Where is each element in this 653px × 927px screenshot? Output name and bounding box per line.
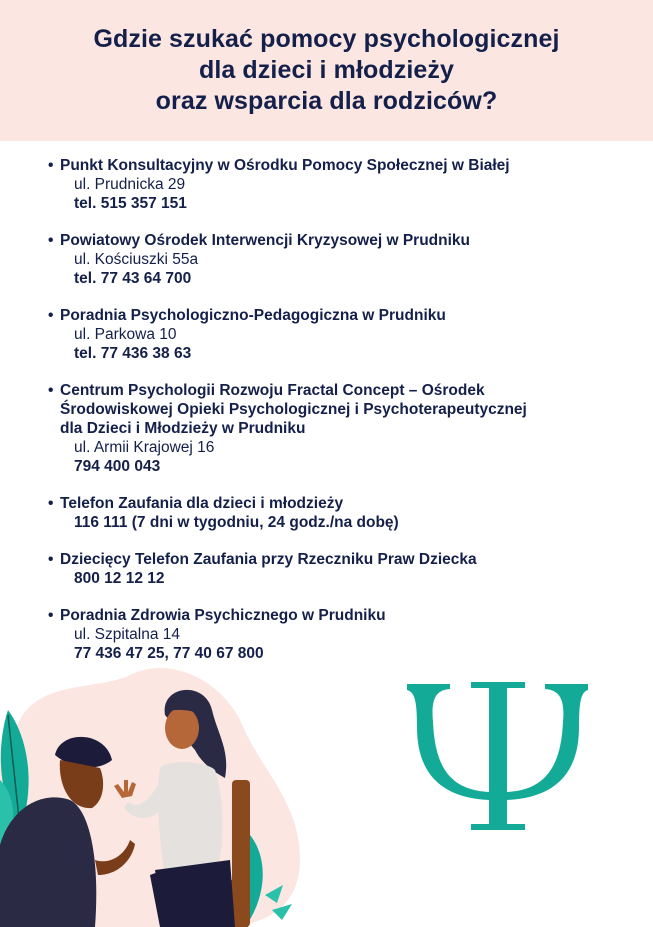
institution-name-line-1: Centrum Psychologii Rozwoju Fractal Concept – Ośrodek — [60, 382, 485, 399]
address: ul. Kościuszki 55a — [74, 251, 199, 268]
bullet: • — [48, 551, 54, 568]
phone: 116 111 (7 dni w tygodniu, 24 godz./na dobę) — [74, 514, 399, 531]
page-title-line-1: Gdzie szukać pomocy psychologicznej — [93, 25, 560, 53]
address: ul. Parkowa 10 — [74, 326, 177, 343]
counseling-illustration — [0, 660, 340, 927]
page-title-line-2: dla dzieci i młodzieży — [198, 56, 455, 84]
institution-name: Poradnia Zdrowia Psychicznego w Prudniku — [60, 607, 386, 624]
page-title-line-3: oraz wsparcia dla rodziców? — [155, 87, 498, 115]
address: ul. Szpitalna 14 — [74, 626, 180, 643]
list-item — [48, 156, 608, 213]
list-item — [48, 231, 608, 288]
institution-name: Telefon Zaufania dla dzieci i młodzieży — [60, 495, 344, 512]
list-item — [48, 494, 608, 532]
bullet: • — [48, 307, 54, 324]
list-item — [48, 381, 608, 476]
phone: tel. 515 357 151 — [74, 195, 187, 212]
institution-name-line-3: dla Dzieci i Młodzieży w Prudniku — [60, 420, 306, 437]
bullet: • — [48, 607, 54, 624]
institution-name: Powiatowy Ośrodek Interwencji Kryzysowej w Prudniku — [60, 232, 470, 249]
bullet: • — [48, 157, 54, 174]
list-item — [48, 606, 608, 663]
phone: tel. 77 43 64 700 — [74, 270, 192, 287]
help-list — [48, 156, 608, 681]
phone: 800 12 12 12 — [74, 570, 165, 587]
phone: 794 400 043 — [74, 458, 161, 475]
psi-symbol-icon — [405, 672, 590, 837]
institution-name-line-2: Środowiskowej Opieki Psychologicznej i Psychoterapeutycznej — [60, 401, 527, 418]
phone: tel. 77 436 38 63 — [74, 345, 192, 362]
institution-name: Dziecięcy Telefon Zaufania przy Rzeczniku Praw Dziecka — [60, 551, 477, 568]
list-item — [48, 550, 608, 588]
header-banner — [0, 0, 653, 141]
bullet: • — [48, 382, 54, 399]
bullet: • — [48, 232, 54, 249]
institution-name: Poradnia Psychologiczno-Pedagogiczna w Prudniku — [60, 307, 446, 324]
address: ul. Armii Krajowej 16 — [74, 439, 215, 456]
list-item — [48, 306, 608, 363]
bullet: • — [48, 495, 54, 512]
institution-name: Punkt Konsultacyjny w Ośrodku Pomocy Społecznej w Białej — [60, 157, 510, 174]
phone: 77 436 47 25, 77 40 67 800 — [74, 645, 264, 662]
address: ul. Prudnicka 29 — [74, 176, 186, 193]
